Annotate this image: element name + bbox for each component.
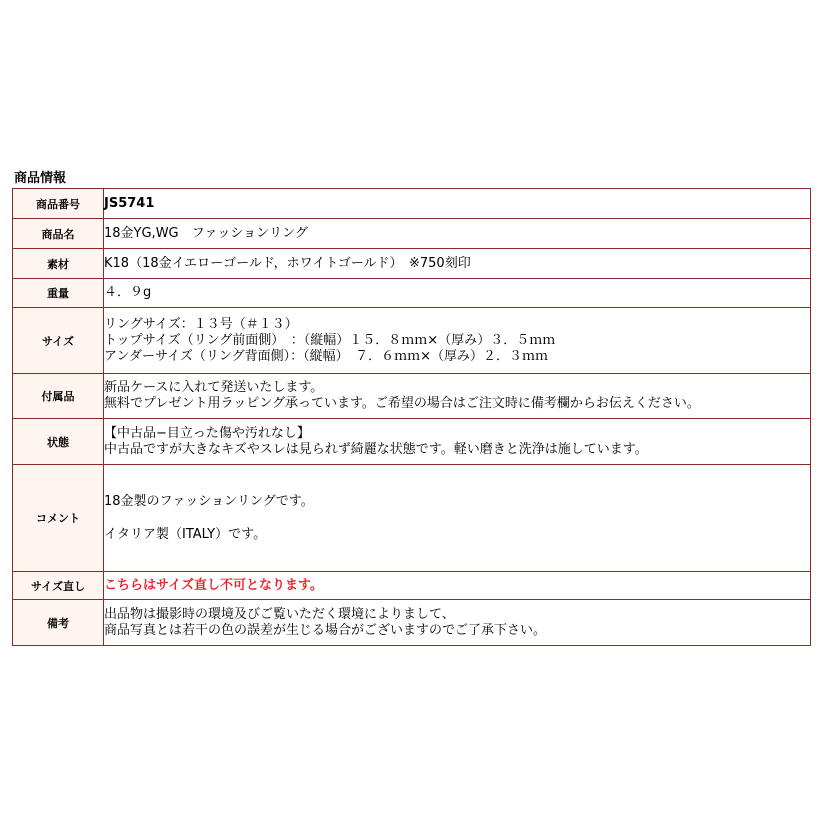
table-row (13, 572, 811, 600)
table-row (13, 249, 811, 279)
value-material (104, 249, 811, 279)
item-name-text: 18金YG,WG ファッションリング (104, 225, 308, 241)
comment-line-material: 18金製のファッションリングです。 (104, 493, 314, 509)
accessories-line-wrapping: 無料でプレゼント用ラッピング承っています。ご希望の場合はご注文時に備考欄からお伝えください。 (104, 396, 700, 411)
table-row (13, 600, 811, 646)
size-line-under: アンダーサイズ（リング背面側）：（縦幅） ７．６ｍｍ×（厚み）２．３ｍｍ (104, 348, 549, 364)
value-accessories (104, 374, 811, 419)
label-material: 素材 (13, 249, 104, 279)
value-weight (104, 279, 811, 308)
value-notes (104, 600, 811, 646)
label-size: サイズ (13, 308, 104, 374)
table-row (13, 279, 811, 308)
table-row (13, 189, 811, 219)
label-accessories: 付属品 (13, 374, 104, 419)
label-notes: 備考 (13, 600, 104, 646)
section-title: 商品情報 (14, 171, 67, 186)
value-resize (104, 572, 811, 600)
table-row (13, 465, 811, 572)
label-weight: 重量 (13, 279, 104, 308)
value-item-name (104, 219, 811, 249)
resize-notice-text: こちらはサイズ直し不可となります。 (104, 577, 323, 593)
table-row (13, 219, 811, 249)
product-info-table (12, 188, 811, 646)
value-comment (104, 465, 811, 572)
label-resize: サイズ直し (13, 572, 104, 600)
table-row (13, 419, 811, 465)
table-row (13, 308, 811, 374)
size-line-ring: リングサイズ：１３号（＃１３） (104, 316, 298, 332)
weight-text: ４．９g (104, 285, 152, 300)
comment-line-origin: イタリア製（ITALY）です。 (104, 526, 267, 542)
notes-line-color: 商品写真とは若干の色の誤差が生じる場合がございますのでご了承下さい。 (104, 622, 547, 638)
label-condition: 状態 (13, 419, 104, 465)
table-row (13, 374, 811, 419)
accessories-line-case: 新品ケースに入れて発送いたします。 (104, 380, 324, 395)
size-line-top: トップサイズ（リング前面側） ：（縦幅）１５．８ｍｍ×（厚み）３．５ｍｍ (104, 332, 556, 348)
label-comment: コメント (13, 465, 104, 572)
notes-line-environment: 出品物は撮影時の環境及びご覧いただく環境によりまして、 (104, 606, 455, 622)
value-condition (104, 419, 811, 465)
material-text: K18（18金イエローゴールド，ホワイトゴールド） ※750刻印 (104, 255, 471, 271)
label-item-name: 商品名 (13, 219, 104, 249)
value-item-no (104, 189, 811, 219)
label-item-no: 商品番号 (13, 189, 104, 219)
condition-line-detail: 中古品ですが大きなキズやスレは見られず綺麗な状態です。軽い磨きと洗浄は施しています。 (104, 441, 648, 457)
value-size (104, 308, 811, 374)
item-no-text: JS5741 (104, 195, 155, 211)
condition-line-grade: 【中古品−目立った傷や汚れなし】 (104, 425, 310, 441)
